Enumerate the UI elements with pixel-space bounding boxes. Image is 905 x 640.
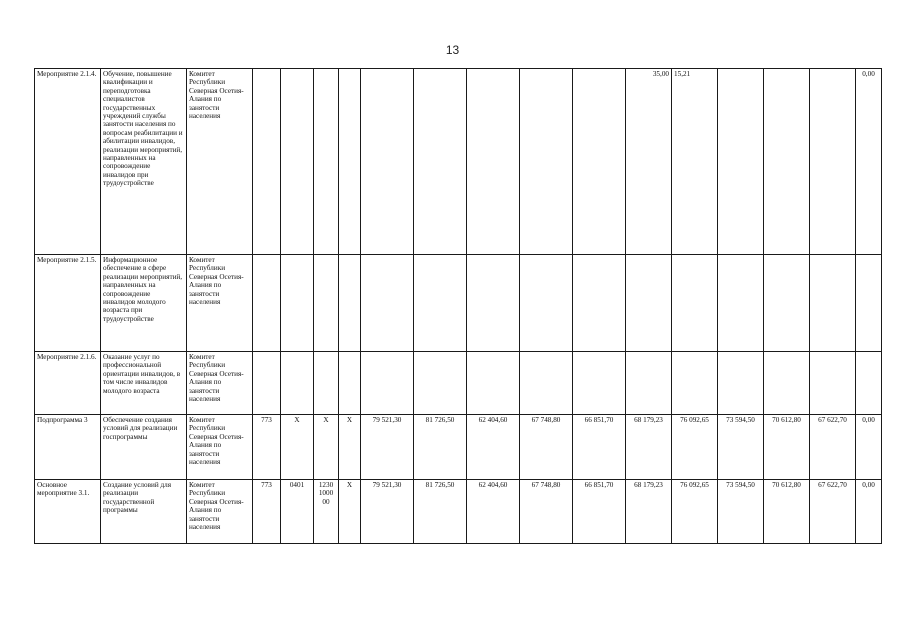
row-rzpr <box>281 69 314 255</box>
row-value: 70 612,80 <box>764 480 810 544</box>
row-value <box>626 352 672 415</box>
row-value <box>672 352 718 415</box>
row-vr: X <box>339 480 361 544</box>
row-vr <box>339 352 361 415</box>
row-csr <box>314 352 339 415</box>
row-value: 62 404,60 <box>467 480 520 544</box>
row-grbs: 773 <box>253 480 281 544</box>
row-grbs <box>253 255 281 352</box>
row-grbs <box>253 69 281 255</box>
row-name: Обучение, повышение квалификации и переподготовка специалистов государственных учреждений службы занятости населения по вопросам реабилитации и абилитации инвалидов, реализации мероприятий, направленных на сопровождение инвалидов при трудоустройстве <box>101 69 187 255</box>
row-rzpr: 0401 <box>281 480 314 544</box>
row-executor: Комитет Республики Северная Осетия-Алания по занятости населения <box>187 480 253 544</box>
row-value: 76 092,65 <box>672 480 718 544</box>
table-row <box>35 352 882 415</box>
row-vr: X <box>339 415 361 480</box>
row-value <box>573 69 626 255</box>
row-vr <box>339 255 361 352</box>
row-rzpr <box>281 352 314 415</box>
row-value <box>764 69 810 255</box>
row-code: Мероприятие 2.1.6. <box>35 352 101 415</box>
row-value: 35,00 <box>626 69 672 255</box>
row-name: Оказание услуг по профессиональной ориентации инвалидов, в том числе инвалидов молодого возраста <box>101 352 187 415</box>
row-value: 67 622,70 <box>810 480 856 544</box>
row-value: 81 726,50 <box>414 480 467 544</box>
row-value <box>718 69 764 255</box>
row-value <box>856 352 882 415</box>
row-executor: Комитет Республики Северная Осетия-Алания по занятости населения <box>187 352 253 415</box>
row-code: Мероприятие 2.1.4. <box>35 69 101 255</box>
row-value <box>810 69 856 255</box>
row-value: 68 179,23 <box>626 415 672 480</box>
row-value <box>573 255 626 352</box>
row-name: Обеспечение создания условий для реализации госпрограммы <box>101 415 187 480</box>
row-executor: Комитет Республики Северная Осетия-Алания по занятости населения <box>187 69 253 255</box>
row-csr <box>314 69 339 255</box>
row-value <box>467 69 520 255</box>
row-value: 0,00 <box>856 69 882 255</box>
row-value <box>718 352 764 415</box>
row-value: 0,00 <box>856 480 882 544</box>
row-value <box>361 352 414 415</box>
row-name: Создание условий для реализации государственной программы <box>101 480 187 544</box>
row-value <box>764 255 810 352</box>
row-executor: Комитет Республики Северная Осетия-Алания по занятости населения <box>187 415 253 480</box>
row-value <box>626 255 672 352</box>
row-value: 67 622,70 <box>810 415 856 480</box>
row-value: 62 404,60 <box>467 415 520 480</box>
row-value: 70 612,80 <box>764 415 810 480</box>
table-row <box>35 69 882 255</box>
row-rzpr: X <box>281 415 314 480</box>
row-executor: Комитет Республики Северная Осетия-Алания по занятости населения <box>187 255 253 352</box>
row-value <box>573 352 626 415</box>
row-value: 66 851,70 <box>573 415 626 480</box>
row-csr <box>314 255 339 352</box>
row-code: Мероприятие 2.1.5. <box>35 255 101 352</box>
row-value <box>856 255 882 352</box>
row-grbs <box>253 352 281 415</box>
row-value <box>361 255 414 352</box>
row-value <box>810 255 856 352</box>
row-value: 0,00 <box>856 415 882 480</box>
row-value: 73 594,50 <box>718 480 764 544</box>
row-name: Информационное обеспечение в сфере реализации мероприятий, направленных на сопровождение инвалидов молодого возраста при трудоустройстве <box>101 255 187 352</box>
row-value <box>810 352 856 415</box>
row-value: 79 521,30 <box>361 480 414 544</box>
row-value: 81 726,50 <box>414 415 467 480</box>
table-row <box>35 255 882 352</box>
row-value: 68 179,23 <box>626 480 672 544</box>
row-value <box>361 69 414 255</box>
row-value <box>467 255 520 352</box>
row-value <box>520 255 573 352</box>
row-value <box>467 352 520 415</box>
row-value: 79 521,30 <box>361 415 414 480</box>
row-value <box>672 255 718 352</box>
row-rzpr <box>281 255 314 352</box>
row-grbs: 773 <box>253 415 281 480</box>
row-value <box>520 352 573 415</box>
row-vr <box>339 69 361 255</box>
budget-table <box>34 68 882 544</box>
row-value <box>718 255 764 352</box>
row-value <box>764 352 810 415</box>
row-value: 76 092,65 <box>672 415 718 480</box>
row-code: Подпрограмма 3 <box>35 415 101 480</box>
table-row <box>35 415 882 480</box>
row-value: 66 851,70 <box>573 480 626 544</box>
row-value <box>414 352 467 415</box>
row-value: 73 594,50 <box>718 415 764 480</box>
table-row <box>35 480 882 544</box>
row-value: 67 748,80 <box>520 480 573 544</box>
row-value <box>414 255 467 352</box>
row-value: 67 748,80 <box>520 415 573 480</box>
row-value <box>414 69 467 255</box>
row-csr: 1230 1000 00 <box>314 480 339 544</box>
row-value <box>520 69 573 255</box>
row-csr: X <box>314 415 339 480</box>
page-number: 13 <box>445 43 460 57</box>
row-value: 15,21 <box>672 69 718 255</box>
row-code: Основное мероприятие 3.1. <box>35 480 101 544</box>
